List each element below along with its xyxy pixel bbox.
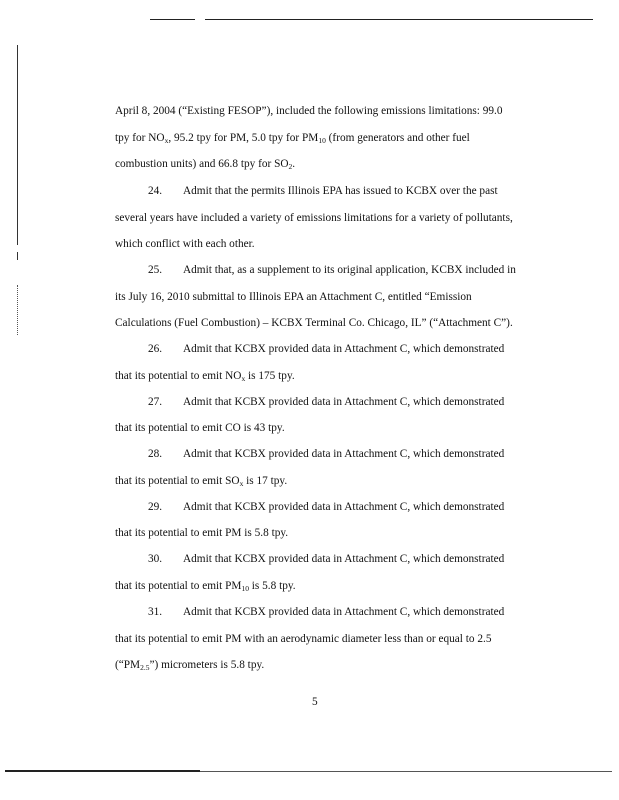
paragraph-26-line-1: 26. Admit that KCBX provided data in Attachment C, which demonstrated (148, 343, 505, 355)
left-margin-mark (17, 252, 18, 260)
paragraph-27-line-1: 27. Admit that KCBX provided data in Attachment C, which demonstrated (148, 396, 505, 408)
paragraph-30-line-1: 30. Admit that KCBX provided data in Attachment C, which demonstrated (148, 553, 505, 565)
paragraph-31-line-1: 31. Admit that KCBX provided data in Attachment C, which demonstrated (148, 606, 505, 618)
paragraph-24-line-1: 24. Admit that the permits Illinois EPA has issued to KCBX over the past (148, 185, 498, 197)
paragraph-24-line-3: which conflict with each other. (115, 238, 255, 250)
paragraph-29-line-2: that its potential to emit PM is 5.8 tpy. (115, 527, 289, 539)
paragraph-28-line-1: 28. Admit that KCBX provided data in Attachment C, which demonstrated (148, 448, 505, 460)
paragraph-29-line-1: 29. Admit that KCBX provided data in Attachment C, which demonstrated (148, 501, 505, 513)
paragraph-27-line-2: that its potential to emit CO is 43 tpy. (115, 422, 285, 434)
footer-rule (200, 771, 612, 772)
paragraph-25-line-2: its July 16, 2010 submittal to Illinois EPA an Attachment C, entitled “Emission (115, 291, 472, 303)
paragraph-25-line-1: 25. Admit that, as a supplement to its original application, KCBX included in (148, 264, 516, 276)
page-number: 5 (312, 696, 318, 708)
intro-line-3: combustion units) and 66.8 tpy for $SO_2$. (115, 158, 296, 171)
paragraph-31-line-3: $(“PM_{2.5}”)$ micrometers is 5.8 tpy. (115, 659, 265, 672)
left-margin-line (17, 45, 18, 245)
intro-line-2: tpy for $NO_x$, 95.2 tpy for PM, 5.0 tpy for $PM_{10}$ (from generators and other fuel (115, 132, 470, 145)
paragraph-24-line-2: several years have included a variety of emissions limitations for a variety of pollutants, (115, 212, 513, 224)
paragraph-30-line-2: that its potential to emit $PM_{10}$ is 5.8 tpy. (115, 580, 296, 593)
paragraph-26-line-2: that its potential to emit $NO_x$ is 175 tpy. (115, 370, 295, 383)
paragraph-25-line-3: Calculations (Fuel Combustion) – KCBX Terminal Co. Chicago, IL” (“Attachment C”). (115, 317, 513, 329)
header-rule (205, 19, 593, 20)
paragraph-28-line-2: that its potential to emit $SO_x$ is 17 tpy. (115, 475, 288, 488)
footer-rule-bold (5, 770, 200, 772)
header-rule-short (150, 19, 195, 20)
paragraph-31-line-2: that its potential to emit PM with an aerodynamic diameter less than or equal to 2.5 (115, 633, 492, 645)
left-margin-dots (17, 285, 19, 335)
intro-line-1: April 8, 2004 (“Existing FESOP”), included the following emissions limitations: 99.0 (115, 105, 503, 117)
